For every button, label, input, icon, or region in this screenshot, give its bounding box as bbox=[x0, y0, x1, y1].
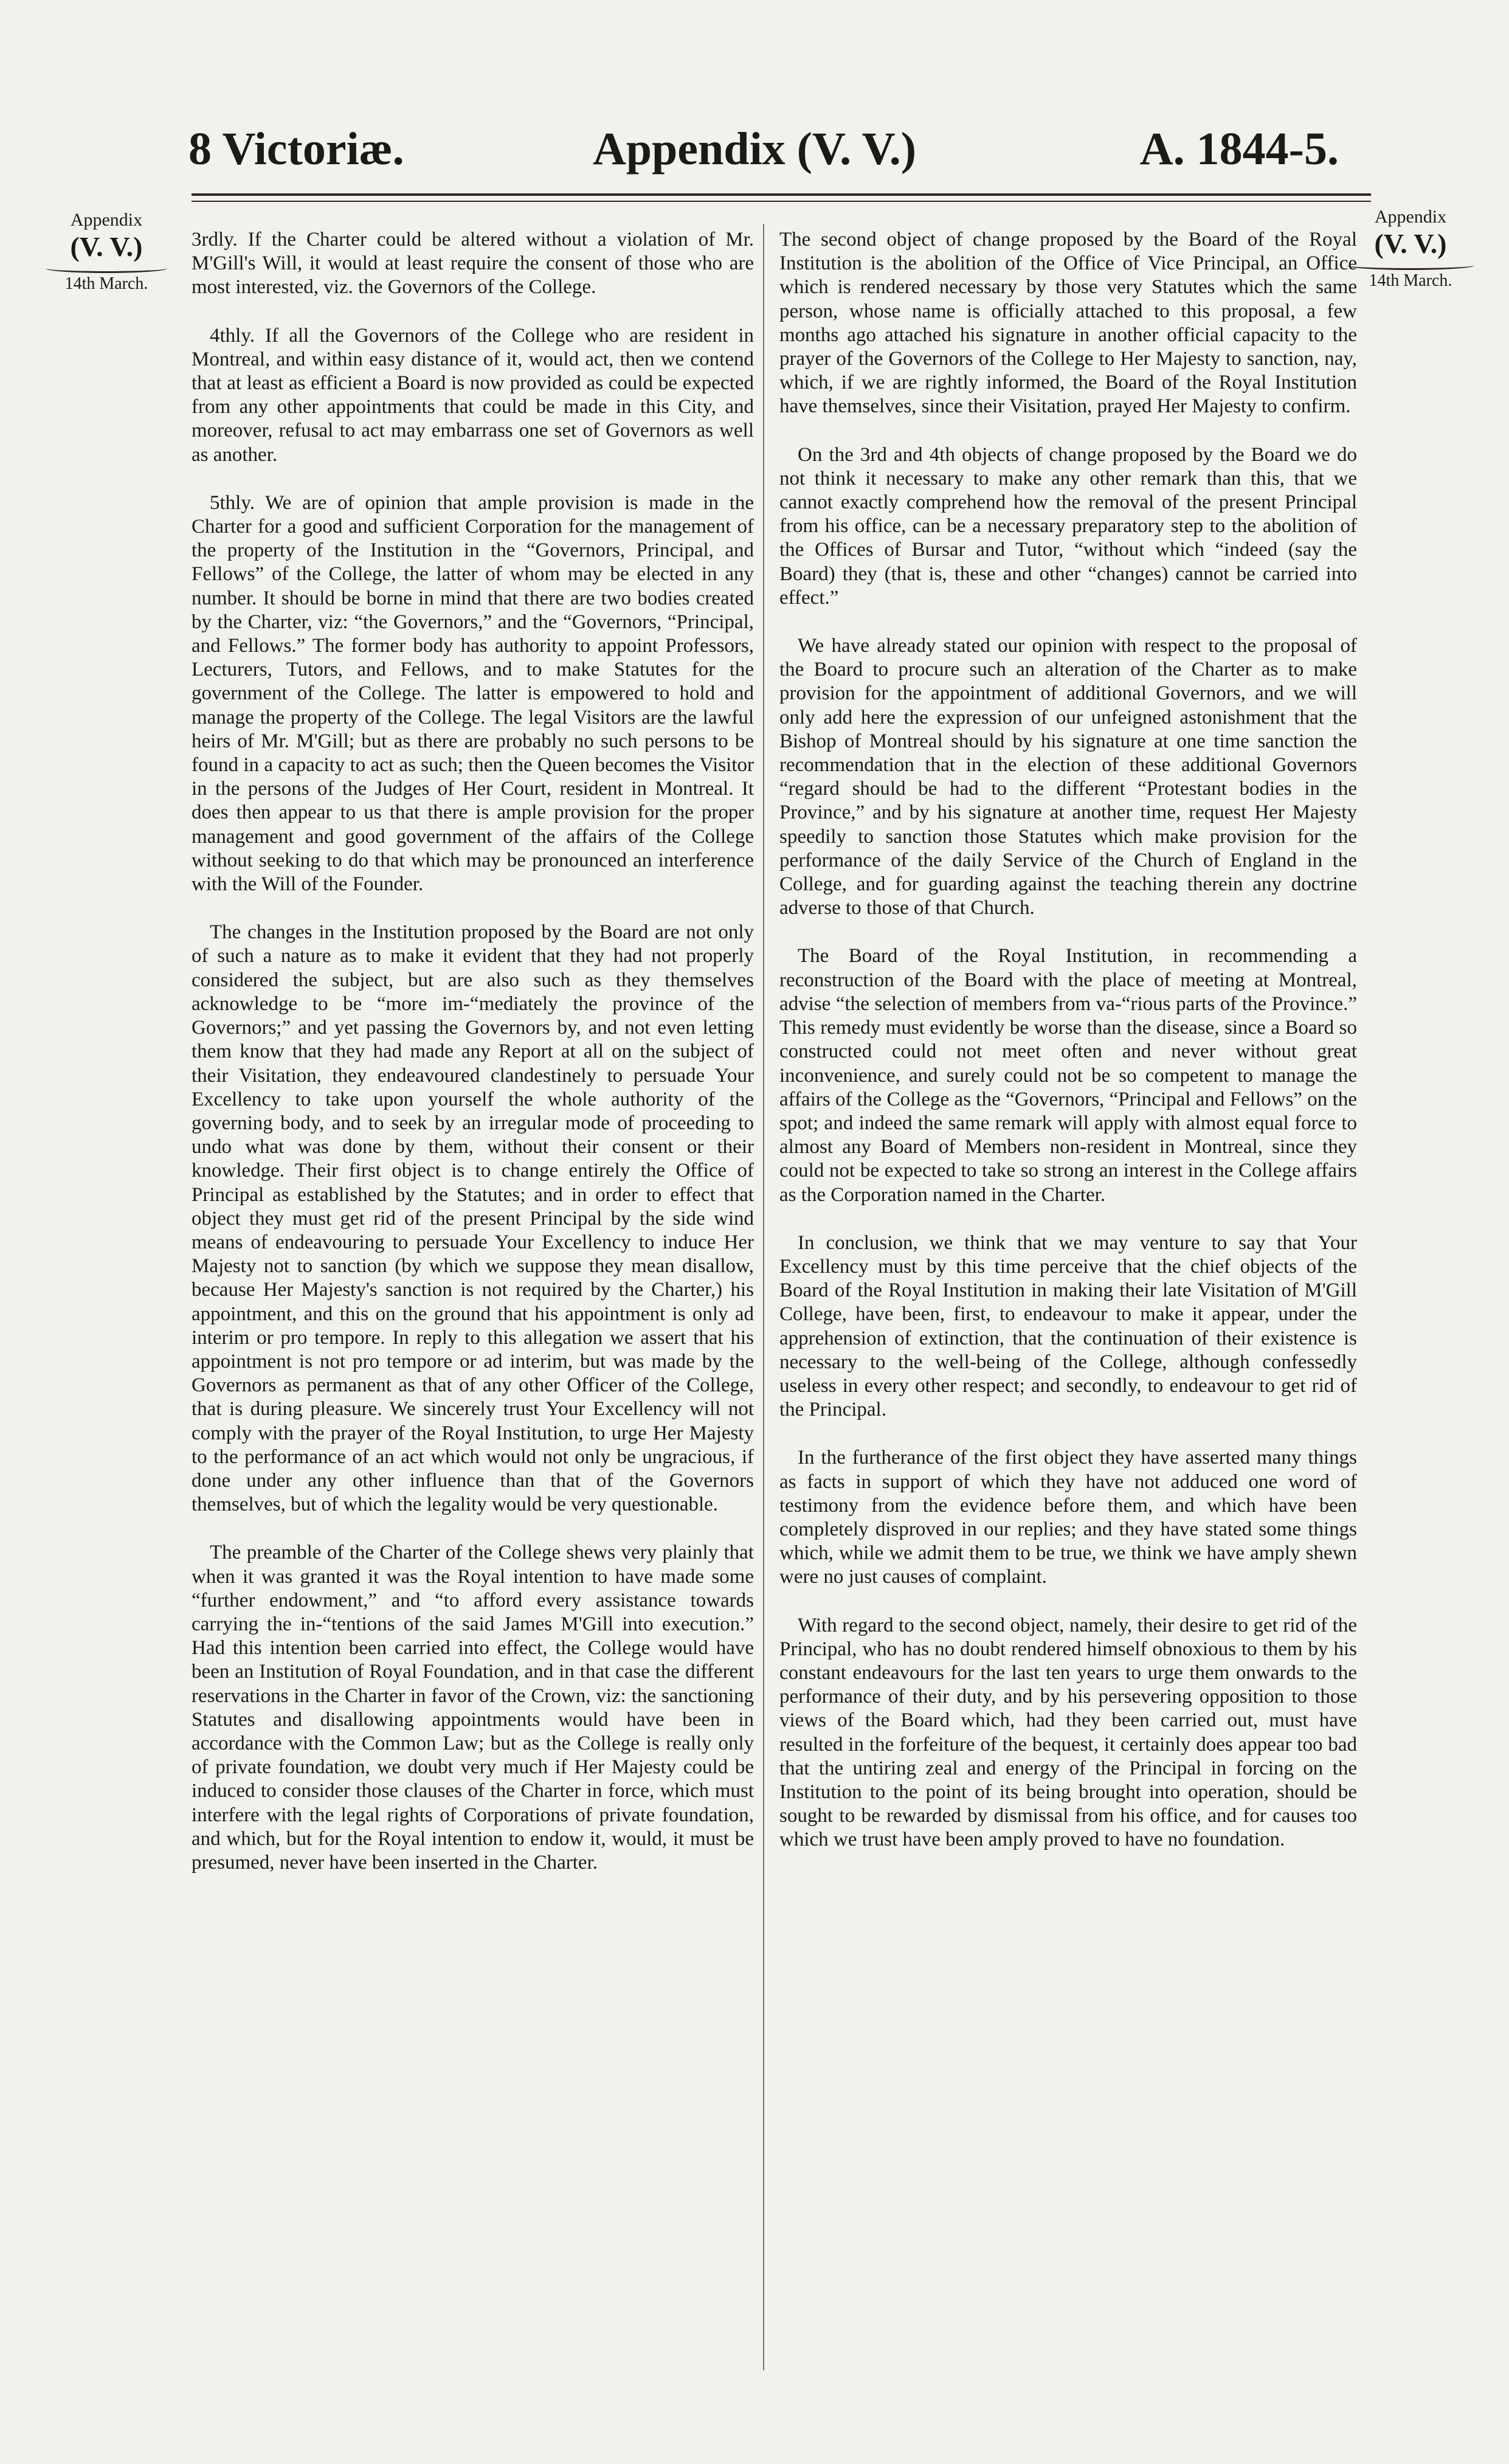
paragraph: In conclusion, we think that we may venture to say that Your Excellency must by this time perceive that the chief objects of the Board of the Royal Institution in making their late Visitation of M'Gill College, have been, first, to endeavour to make it appear, under the apprehension of extinction, that the continuation of their existence is necessary to the well-being of the College, although confessedly useless in every other respect; and secondly, to endeavour to get rid of the Principal. bbox=[779, 1231, 1357, 1421]
paragraph: In the furtherance of the first object they have asserted many things as facts in support of which they have not adduced one word of testimony from the evidence before them, and which have been completely disproved in our replies; and they have stated some things which, while we admit them to be true, we think we have amply shewn were no just causes of complaint. bbox=[779, 1447, 1357, 1588]
header-regnal-year: 8 Victoriæ. bbox=[188, 123, 404, 175]
header-session-year: A. 1844-5. bbox=[1139, 123, 1339, 175]
header-appendix-title: Appendix (V. V.) bbox=[592, 123, 917, 175]
paragraph: The changes in the Institution proposed by the Board are not only of such a nature as to make it evident that they had not properly considered the subject, but are also such as they themselves acknowledge to be “more im-“mediately the province of the Governors;” and yet passing the Governors by, and not even letting them know that they had made any Report at all on the subject of their Visitation, they endeavoured clandestinely to persuade Your Excellency to take upon yourself the whole authority of the governing body, and to seek by an irregular mode of proceeding to undo what was done by them, without their consent or their knowledge. Their first object is to change entirely the Office of Principal as established by the Statutes; and in order to effect that object they must get rid of the present Principal by the side wind means of endeavouring to persuade Your Excellency to induce Her Majesty not to sanction (by which we suppose they mean disallow, because Her Majesty's sanction is not required by the Charter,) his appointment, and this on the ground that his appointment is only ad interim or pro tempore. In reply to this allegation we assert that his appointment is not pro tempore or ad interim, but was made by the Governors as permanent as that of any other Officer of the College, that is during pleasure. We sincerely trust Your Excellency will not comply with the prayer of the Royal Institution, to urge Her Majesty to the performance of an act which would not only be ungracious, if done under any other influence than that of the Governors themselves, but of which the legality would be very questionable. bbox=[192, 921, 754, 1516]
paragraph: With regard to the second object, namely, their desire to get rid of the Principal, who has no doubt rendered himself obnoxious to them by his constant endeavours for the last ten years to urge them onwards to the performance of their duty, and by his persevering opposition to those views of the Board which, had they been carried out, must have resulted in the forfeiture of the bequest, it certainly does appear too bad that the untiring zeal and energy of the Principal in forcing on the Institution to the point of its being brought into operation, should be sought to be rewarded by dismissal from his office, and for causes too which we trust have been amply proved to have no foundation. bbox=[779, 1614, 1357, 1851]
paragraph: 5thly. We are of opinion that ample provision is made in the Charter for a good and sufficient Corporation for the management of the property of the Institution in the “Governors, Principal, and Fellows” of the College, the latter of whom may be elected in any number. It should be borne in mind that there are two bodies created by the Charter, viz: “the Governors,” and the “Governors, “Principal, and Fellows.” The former body has authority to appoint Professors, Lecturers, Tutors, and Fellows, and to make Statutes for the government of the College. The latter is empowered to hold and manage the property of the College. The legal Visitors are the lawful heirs of Mr. M'Gill; but as there are probably no such persons to be found in a capacity to act as such; then the Queen becomes the Visitor in the persons of the Judges of Her Court, resident in Montreal. It does then appear to us that there is ample provision for the proper management and good government of the affairs of the College without seeking to do that which may be pronounced an interference with the Will of the Founder. bbox=[192, 491, 754, 896]
margin-appendix-label: Appendix bbox=[70, 210, 143, 230]
margin-appendix-code: (V. V.) bbox=[1374, 227, 1447, 259]
left-column bbox=[192, 228, 754, 1875]
header-rule-thick bbox=[192, 193, 1371, 196]
column-divider bbox=[763, 224, 764, 2370]
paragraph: On the 3rd and 4th objects of change proposed by the Board we do not think it necessary to make any other remark than this, that we cannot exactly comprehend how the removal of the present Principal from his office, can be a necessary preparatory step to the abolition of the Offices of Bursar and Tutor, “without which “indeed (say the Board) they (that is, these and other “changes) cannot be carried into effect.” bbox=[779, 443, 1357, 609]
right-margin-note bbox=[1347, 207, 1474, 291]
paragraph: 3rdly. If the Charter could be altered without a violation of Mr. M'Gill's Will, it would at least require the consent of those who are most interested, viz. the Governors of the College. bbox=[192, 229, 754, 299]
margin-date: 14th March. bbox=[1369, 271, 1452, 291]
left-margin-note bbox=[46, 210, 167, 294]
paragraph: 4thly. If all the Governors of the College who are resident in Montreal, and within easy distance of it, would act, then we contend that at least as efficient a Board is now provided as could be expected from any other appointments that could be made in this City, and moreover, refusal to act may embarrass one set of Governors as well as another. bbox=[192, 324, 754, 466]
margin-swash-divider bbox=[1347, 261, 1474, 270]
margin-appendix-code: (V. V.) bbox=[70, 230, 143, 262]
right-column bbox=[779, 228, 1357, 1852]
paragraph: The second object of change proposed by the Board of the Royal Institution is the abolition of the Office of Vice Principal, an Office which is rendered necessary by those very Statutes which the same person, whose name is officially attached to this proposal, a few months ago attached his signature in another official capacity to the prayer of the Governors of the College to Her Majesty to sanction, nay, which, if we are rightly informed, the Board of the Royal Institution have themselves, since their Visitation, prayed Her Majesty to confirm. bbox=[779, 229, 1357, 418]
paragraph: The preamble of the Charter of the College shews very plainly that when it was granted it was the Royal intention to have made some “further endowment,” and “to afford every assistance towards carrying the in-“tentions of the said James M'Gill into execution.” Had this intention been carried into effect, the College would have been an Institution of Royal Foundation, and in that case the different reservations in the Charter in favor of the Crown, viz: the sanctioning Statutes and disallowing appointments would have been in accordance with the Common Law; but as the College is really only of private foundation, we doubt very much if Her Majesty could be induced to consider those clauses of the Charter in force, which must interfere with the legal rights of Corporations of private foundation, and which, but for the Royal intention to endow it, would, it must be presumed, never have been inserted in the Charter. bbox=[192, 1542, 754, 1874]
margin-swash-divider bbox=[46, 264, 167, 273]
margin-date: 14th March. bbox=[64, 274, 148, 294]
paragraph: The Board of the Royal Institution, in recommending a reconstruction of the Board with the place of meeting at Montreal, advise “the selection of members from va-“rious parts of the Province.” This remedy must evidently be worse than the disease, since a Board so constructed could not meet often and never without great inconvenience, and surely could not be so competent to manage the affairs of the College as the “Governors, “Principal and Fellows” on the spot; and indeed the same remark will apply with almost equal force to almost any Board of Members non-resident in Montreal, since they could not be expected to take so strong an interest in the College affairs as the Corporation named in the Charter. bbox=[779, 945, 1357, 1206]
running-header bbox=[0, 116, 1509, 182]
margin-appendix-label: Appendix bbox=[1374, 207, 1447, 227]
paragraph: We have already stated our opinion with respect to the proposal of the Board to procure such an alteration of the Charter as to make provision for the appointment of additional Governors, and we will only add here the expression of our unfeigned astonishment that the Bishop of Montreal should by his signature at one time sanction the recommendation that in the election of these additional Governors “regard should be had to the different “Protestant bodies in the Province,” and by his signature at another time, request Her Majesty speedily to sanction those Statutes which make provision for the performance of the daily Service of the Church of England in the College, and for guarding against the teaching therein any doctrine adverse to those of that Church. bbox=[779, 635, 1357, 919]
header-rule-thin bbox=[192, 201, 1371, 202]
